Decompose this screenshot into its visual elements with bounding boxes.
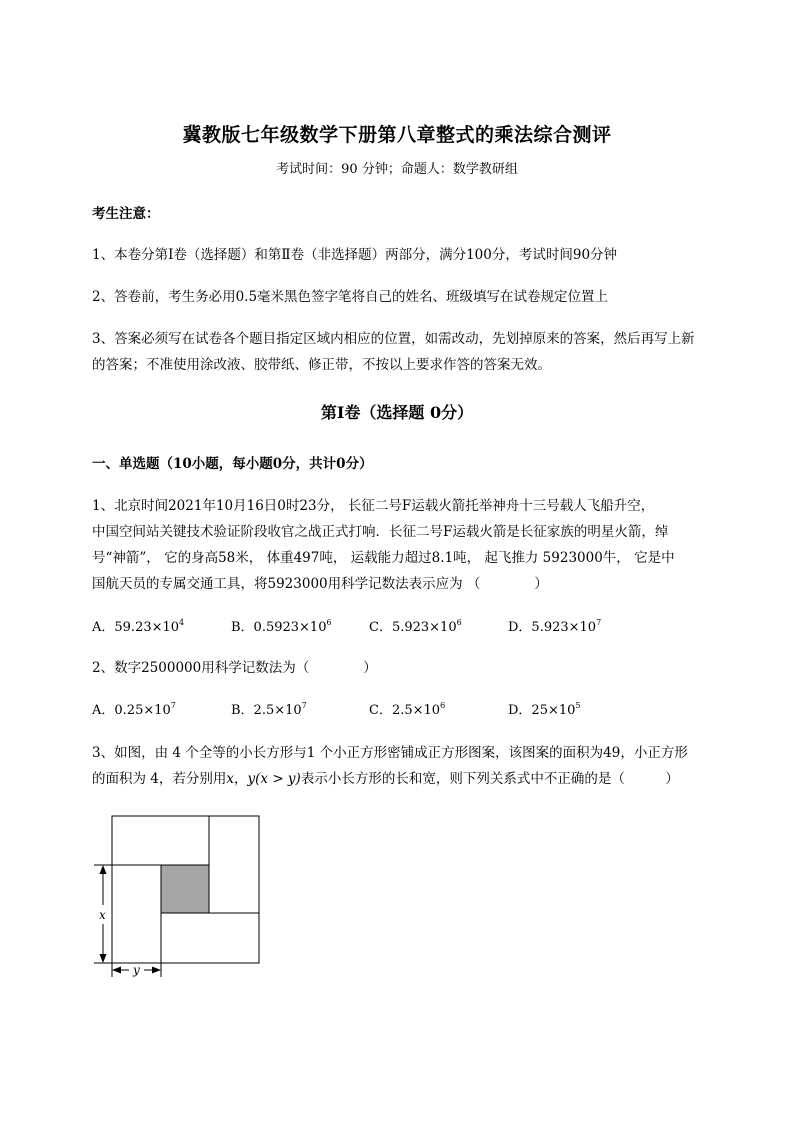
exam-subtitle: 考试时间：90 分钟；命题人：数学教研组 xyxy=(276,162,518,177)
y-arrow-left xyxy=(112,967,121,974)
q1-line-4: 国航天员的专属交通工具，将5923000用科学记数法表示应为 （ ） xyxy=(92,576,548,592)
center-square xyxy=(161,865,209,913)
q1-line-1: 1、北京时间2021年10月16日0时23分， 长征二号F运载火箭托举神舟十三号载人飞船升空， xyxy=(92,498,655,514)
y-arrow-right xyxy=(152,967,161,974)
section-title: 第Ⅰ卷（选择题 0分） xyxy=(320,403,474,422)
q3-condition: (x > y) xyxy=(255,771,301,787)
q3-var-x: x xyxy=(226,771,235,787)
notice-item-2: 2、答卷前，考生务必用0.5毫米黑色签字笔将自己的姓名、班级填写在试卷规定位置上 xyxy=(92,289,609,305)
x-arrow-top xyxy=(100,865,107,874)
q3-figure xyxy=(88,810,268,980)
q2-options xyxy=(92,699,712,719)
q2-stem: 2、数字2500000用科学记数法为（ ） xyxy=(92,660,377,676)
q1-options xyxy=(92,616,712,636)
q2-option-d[interactable]: D．$25\times 10^5$ xyxy=(508,701,581,718)
x-arrow-bottom xyxy=(100,954,107,963)
q2-option-b[interactable]: B．$2.5\times 10^7$ xyxy=(231,701,307,718)
q2-option-a[interactable]: A．$0.25\times 10^7$ xyxy=(92,701,176,718)
notice-heading: 考生注意： xyxy=(92,206,160,222)
q1-line-2: 中国空间站关键技术验证阶段收官之战正式打响．长征二号F运载火箭是长征家族的明星火箭，绰 xyxy=(92,524,669,540)
exam-title: 冀教版七年级数学下册第八章整式的乘法综合测评 xyxy=(182,124,612,146)
figure-label-y: y xyxy=(133,963,140,977)
q1-option-c[interactable]: C．$5.923\times 10^6$ xyxy=(369,618,462,635)
part-heading: 一、单选题（10小题，每小题0分，共计0分） xyxy=(92,456,373,472)
notice-item-3: 3、答案必须写在试卷各个题目指定区域内相应的位置，如需改动，先划掉原来的答案，然后再写上新 xyxy=(92,331,695,347)
q2-option-c[interactable]: C．$2.5\times 10^6$ xyxy=(369,701,446,718)
q1-option-d[interactable]: D．$5.923\times 10^7$ xyxy=(508,618,602,635)
figure-label-x: x xyxy=(99,908,106,922)
q1-option-a[interactable]: A．$59.23\times 10^4$ xyxy=(92,618,185,635)
q3-var-y: y xyxy=(247,771,256,787)
q3-line-1: 3、如图，由 4 个全等的小长方形与1 个小正方形密铺成正方形图案，该图案的面积为49，小正方形 xyxy=(92,745,688,761)
notice-item-1: 1、本卷分第Ⅰ卷（选择题）和第Ⅱ卷（非选择题）两部分，满分100分，考试时间90分钟 xyxy=(92,247,618,263)
q1-option-b[interactable]: B．$0.5923\times 10^6$ xyxy=(231,618,332,635)
q1-line-3: 号“神箭”， 它的身高58米， 体重497吨， 运载能力超过8.1吨， 起飞推力 5923000牛， 它是中 xyxy=(92,550,675,566)
notice-item-3-cont: 的答案；不准使用涂改液、胶带纸、修正带，不按以上要求作答的答案无效。 xyxy=(92,357,551,373)
q3-line-2: 的面积为 4，若分别用x，y(x > y)表示小长方形的长和宽，则下列关系式中不正确的是（ ） xyxy=(92,771,679,787)
